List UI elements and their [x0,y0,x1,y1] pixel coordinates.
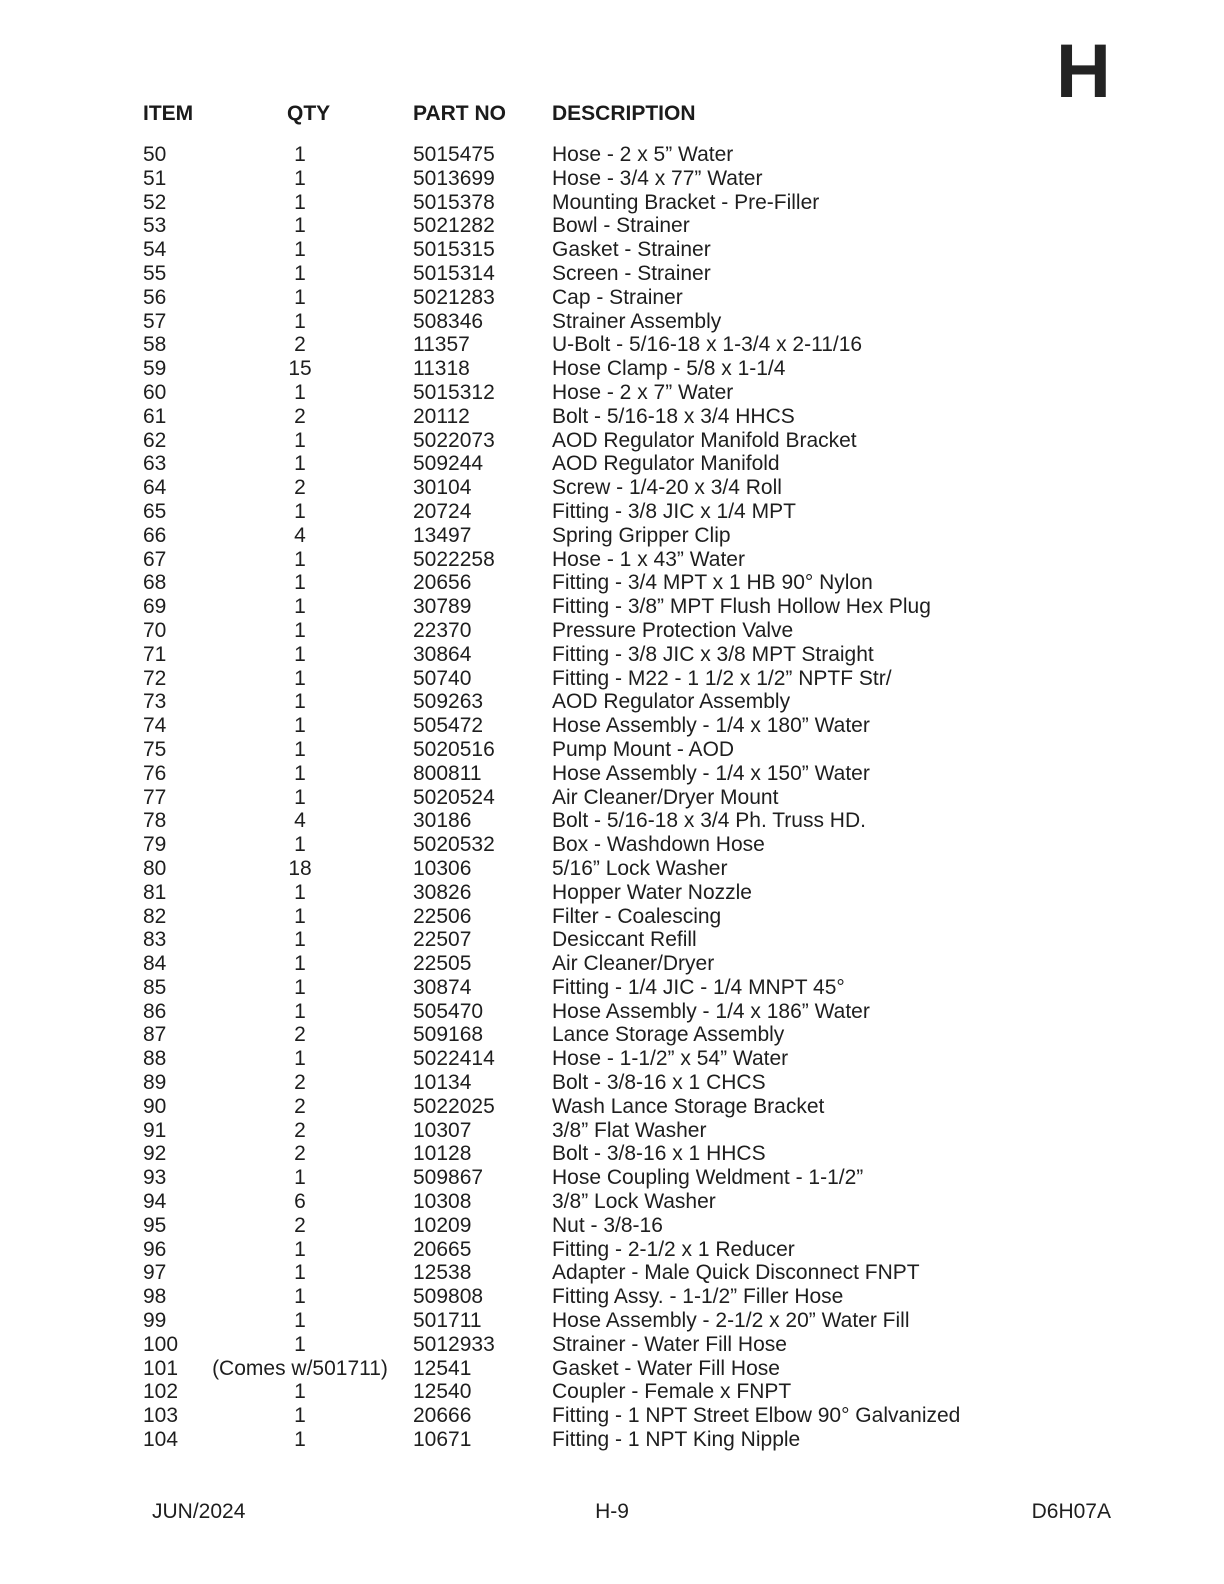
item-cell: 103 [143,1404,179,1428]
qty-cell: 1 [294,1166,306,1190]
item-cell: 53 [143,214,167,238]
table-row [143,1142,1194,1166]
table-row [143,786,1194,810]
part-no-cell: 20656 [413,571,472,595]
qty-cell: 1 [294,261,306,285]
description-cell: Hose - 2 x 5” Water [552,143,734,166]
description-cell: Hose Assembly - 2-1/2 x 20” Water Fill [552,1309,910,1333]
item-cell: 90 [143,1094,167,1118]
part-no-cell: 30864 [413,642,472,666]
description-cell: 3/8” Lock Washer [552,1190,716,1214]
table-row [143,1047,1194,1071]
column-header-item: ITEM [143,102,194,125]
item-cell: 63 [143,452,167,476]
description-cell: Hose - 3/4 x 77” Water [552,166,763,190]
part-no-cell: 5013699 [413,166,495,190]
item-cell: 86 [143,999,167,1023]
description-cell: Gasket - Water Fill Hose [552,1356,780,1380]
part-no-cell: 12538 [413,1261,472,1285]
description-cell: Box - Washdown Hose [552,833,765,857]
table-row [143,238,1194,262]
description-cell: AOD Regulator Manifold [552,452,780,476]
part-no-cell: 12541 [413,1356,472,1380]
table-row [143,619,1194,643]
table-row [143,476,1194,500]
item-cell: 91 [143,1118,167,1142]
description-cell: Fitting - 1 NPT King Nipple [552,1428,801,1452]
description-cell: Mounting Bracket - Pre-Filler [552,190,820,214]
description-cell: Pump Mount - AOD [552,737,735,761]
part-no-cell: 10671 [413,1428,472,1452]
description-cell: Hose Assembly - 1/4 x 150” Water [552,761,870,785]
table-row [143,643,1194,667]
qty-cell: 6 [294,1190,306,1214]
qty-cell: 1 [294,1261,306,1285]
part-no-cell: 509263 [413,690,484,714]
page-footer [0,1500,1224,1524]
description-cell: Fitting - 3/8 JIC x 3/8 MPT Straight [552,642,874,666]
part-no-cell: 5015314 [413,261,495,285]
qty-cell: 1 [294,761,306,785]
table-row [143,1166,1194,1190]
item-cell: 100 [143,1332,179,1356]
description-cell: Air Cleaner/Dryer Mount [552,785,779,809]
qty-cell: 1 [294,428,306,452]
table-row [143,1357,1194,1381]
description-cell: Hose - 1 x 43” Water [552,547,745,571]
description-cell: Filter - Coalescing [552,904,722,928]
item-cell: 52 [143,190,167,214]
description-cell: Hose - 2 x 7” Water [552,380,734,404]
part-no-cell: 12540 [413,1380,472,1404]
table-row [143,1428,1194,1452]
qty-cell: 1 [294,571,306,595]
item-cell: 88 [143,1047,167,1071]
table-row [143,595,1194,619]
table-row [143,214,1194,238]
description-cell: Fitting - M22 - 1 1/2 x 1/2” NPTF Str/ [552,666,892,690]
part-no-cell: 22507 [413,928,472,952]
part-no-cell: 11318 [413,357,470,381]
table-row [143,262,1194,286]
qty-cell: 2 [294,1142,306,1166]
qty-cell: 2 [294,476,306,500]
qty-cell: 1 [294,238,306,262]
item-cell: 84 [143,952,167,976]
description-cell: Bolt - 5/16-18 x 3/4 HHCS [552,404,795,428]
table-row [143,357,1194,381]
item-cell: 97 [143,1261,167,1285]
qty-cell: 1 [294,1332,306,1356]
table-row [143,1261,1194,1285]
table-row [143,381,1194,405]
item-cell: 64 [143,476,167,500]
part-no-cell: 22370 [413,618,472,642]
qty-cell: 1 [294,618,306,642]
description-cell: Adapter - Male Quick Disconnect FNPT [552,1261,920,1285]
table-row [143,881,1194,905]
part-no-cell: 10128 [413,1142,472,1166]
description-cell: Pressure Protection Valve [552,618,794,642]
item-cell: 74 [143,714,167,738]
part-no-cell: 30874 [413,975,472,999]
qty-cell: 2 [294,1023,306,1047]
description-cell: Hose Clamp - 5/8 x 1-1/4 [552,357,786,381]
column-header-part-no: PART NO [413,102,506,125]
table-row [143,1238,1194,1262]
description-cell: Fitting - 3/4 MPT x 1 HB 90° Nylon [552,571,873,595]
table-row [143,1095,1194,1119]
part-no-cell: 20112 [413,404,470,428]
item-cell: 65 [143,499,167,523]
part-no-cell: 5020524 [413,785,495,809]
description-cell: Coupler - Female x FNPT [552,1380,792,1404]
part-no-cell: 20724 [413,499,472,523]
part-no-cell: 5020516 [413,737,495,761]
table-row [143,1119,1194,1143]
table-row [143,976,1194,1000]
item-cell: 76 [143,761,167,785]
item-cell: 87 [143,1023,167,1047]
table-row [143,928,1194,952]
item-cell: 67 [143,547,167,571]
qty-cell: 15 [288,357,312,381]
description-cell: Screw - 1/4-20 x 3/4 Roll [552,476,782,500]
description-cell: Fitting Assy. - 1-1/2” Filler Hose [552,1285,844,1309]
qty-cell: 1 [294,690,306,714]
description-cell: Nut - 3/8-16 [552,1213,663,1237]
description-cell: Hose Coupling Weldment - 1-1/2” [552,1166,864,1190]
part-no-cell: 5022025 [413,1094,495,1118]
item-cell: 51 [143,166,167,190]
part-no-cell: 5015475 [413,143,495,166]
qty-cell: (Comes w/501711) [212,1356,388,1380]
item-cell: 61 [143,404,167,428]
part-no-cell: 30104 [413,476,472,500]
description-cell: Bowl - Strainer [552,214,690,238]
item-cell: 55 [143,261,167,285]
description-cell: 5/16” Lock Washer [552,856,728,880]
table-row [143,548,1194,572]
footer-date: JUN/2024 [152,1500,246,1523]
part-no-cell: 5012933 [413,1332,495,1356]
qty-cell: 4 [294,523,306,547]
item-cell: 68 [143,571,167,595]
part-no-cell: 505470 [413,999,484,1023]
part-no-cell: 509244 [413,452,484,476]
item-cell: 71 [143,642,167,666]
part-no-cell: 509867 [413,1166,484,1190]
table-row [143,952,1194,976]
table-row [143,738,1194,762]
qty-cell: 2 [294,1071,306,1095]
item-cell: 83 [143,928,167,952]
table-row [143,286,1194,310]
item-cell: 50 [143,143,167,166]
item-cell: 85 [143,975,167,999]
item-cell: 56 [143,285,167,309]
item-cell: 78 [143,809,167,833]
item-cell: 94 [143,1190,167,1214]
item-cell: 79 [143,833,167,857]
table-row [143,833,1194,857]
table-row [143,809,1194,833]
qty-cell: 1 [294,785,306,809]
description-cell: Gasket - Strainer [552,238,711,262]
description-cell: Bolt - 3/8-16 x 1 HHCS [552,1142,766,1166]
table-row [143,429,1194,453]
item-cell: 58 [143,333,167,357]
footer-page-number: H-9 [595,1500,629,1523]
item-cell: 77 [143,785,167,809]
part-no-cell: 5015378 [413,190,495,214]
part-no-cell: 5022258 [413,547,495,571]
item-cell: 73 [143,690,167,714]
item-cell: 93 [143,1166,167,1190]
description-cell: Strainer Assembly [552,309,722,333]
table-row [143,524,1194,548]
description-cell: Air Cleaner/Dryer [552,952,715,976]
qty-cell: 2 [294,1118,306,1142]
table-rows [143,143,1194,1452]
item-cell: 96 [143,1237,167,1261]
part-no-cell: 13497 [413,523,472,547]
part-no-cell: 10307 [413,1118,472,1142]
qty-cell: 1 [294,904,306,928]
qty-cell: 1 [294,714,306,738]
table-row [143,1000,1194,1024]
description-cell: Hose - 1-1/2” x 54” Water [552,1047,789,1071]
part-no-cell: 30789 [413,595,472,619]
qty-cell: 1 [294,952,306,976]
description-cell: Screen - Strainer [552,261,711,285]
description-cell: 3/8” Flat Washer [552,1118,707,1142]
table-row [143,1404,1194,1428]
table-row [143,762,1194,786]
part-no-cell: 30826 [413,880,472,904]
qty-cell: 2 [294,333,306,357]
qty-cell: 1 [294,1380,306,1404]
part-no-cell: 501711 [413,1309,482,1333]
part-no-cell: 5022073 [413,428,495,452]
qty-cell: 1 [294,214,306,238]
description-cell: Wash Lance Storage Bracket [552,1094,825,1118]
qty-cell: 1 [294,595,306,619]
description-cell: Strainer - Water Fill Hose [552,1332,787,1356]
item-cell: 54 [143,238,167,262]
description-cell: Fitting - 1/4 JIC - 1/4 MNPT 45° [552,975,845,999]
item-cell: 75 [143,737,167,761]
table-row [143,310,1194,334]
description-cell: AOD Regulator Assembly [552,690,791,714]
table-row [143,1333,1194,1357]
item-cell: 57 [143,309,167,333]
qty-cell: 1 [294,975,306,999]
qty-cell: 1 [294,999,306,1023]
table-row [143,667,1194,691]
table-row [143,167,1194,191]
qty-cell: 1 [294,1428,306,1452]
qty-cell: 1 [294,666,306,690]
part-no-cell: 22505 [413,952,472,976]
description-cell: AOD Regulator Manifold Bracket [552,428,857,452]
qty-cell: 2 [294,1094,306,1118]
part-no-cell: 5022414 [413,1047,495,1071]
qty-cell: 1 [294,309,306,333]
qty-cell: 1 [294,1404,306,1428]
table-row [143,1285,1194,1309]
table-row [143,143,1194,167]
qty-cell: 1 [294,1285,306,1309]
item-cell: 60 [143,380,167,404]
description-cell: Fitting - 2-1/2 x 1 Reducer [552,1237,795,1261]
part-no-cell: 800811 [413,761,482,785]
part-no-cell: 11357 [413,333,470,357]
qty-cell: 1 [294,1309,306,1333]
description-cell: Fitting - 1 NPT Street Elbow 90° Galvanized [552,1404,961,1428]
part-no-cell: 10134 [413,1071,472,1095]
item-cell: 98 [143,1285,167,1309]
item-cell: 95 [143,1213,167,1237]
item-cell: 69 [143,595,167,619]
qty-cell: 2 [294,1213,306,1237]
description-cell: Cap - Strainer [552,285,683,309]
part-no-cell: 509168 [413,1023,484,1047]
table-row [143,500,1194,524]
item-cell: 102 [143,1380,179,1404]
part-no-cell: 505472 [413,714,484,738]
part-no-cell: 20666 [413,1404,472,1428]
table-row [143,1309,1194,1333]
part-no-cell: 30186 [413,809,472,833]
column-header-description: DESCRIPTION [552,102,696,125]
item-cell: 82 [143,904,167,928]
item-cell: 92 [143,1142,167,1166]
part-no-cell: 22506 [413,904,472,928]
qty-cell: 1 [294,452,306,476]
part-no-cell: 10308 [413,1190,472,1214]
part-no-cell: 5021282 [413,214,495,238]
table-row [143,333,1194,357]
description-cell: Lance Storage Assembly [552,1023,785,1047]
item-cell: 101 [143,1356,179,1380]
description-cell: Hopper Water Nozzle [552,880,752,904]
part-no-cell: 5015312 [413,380,495,404]
qty-cell: 1 [294,1237,306,1261]
part-no-cell: 20665 [413,1237,472,1261]
section-letter: H [1056,29,1111,114]
qty-cell: 1 [294,833,306,857]
table-row [143,1190,1194,1214]
table-row [143,905,1194,929]
table-row [143,857,1194,881]
table-header [0,102,1224,126]
description-cell: Fitting - 3/8” MPT Flush Hollow Hex Plug [552,595,931,619]
qty-cell: 1 [294,285,306,309]
part-no-cell: 5020532 [413,833,495,857]
item-cell: 72 [143,666,167,690]
qty-cell: 1 [294,642,306,666]
qty-cell: 1 [294,547,306,571]
table-row [143,571,1194,595]
description-cell: Hose Assembly - 1/4 x 180” Water [552,714,870,738]
qty-cell: 4 [294,809,306,833]
table-row [143,405,1194,429]
qty-cell: 1 [294,190,306,214]
footer-doc-code: D6H07A [1031,1500,1111,1523]
item-cell: 59 [143,357,167,381]
qty-cell: 1 [294,1047,306,1071]
item-cell: 104 [143,1428,179,1452]
part-no-cell: 5015315 [413,238,495,262]
item-cell: 66 [143,523,167,547]
qty-cell: 1 [294,380,306,404]
table-row [143,690,1194,714]
qty-cell: 1 [294,928,306,952]
description-cell: Bolt - 5/16-18 x 3/4 Ph. Truss HD. [552,809,866,833]
part-no-cell: 5021283 [413,285,495,309]
table-row [143,1023,1194,1047]
description-cell: Desiccant Refill [552,928,697,952]
description-cell: U-Bolt - 5/16-18 x 1-3/4 x 2-11/16 [552,333,863,357]
table-row [143,1380,1194,1404]
table-row [143,1071,1194,1095]
qty-cell: 1 [294,143,306,166]
part-no-cell: 50740 [413,666,472,690]
item-cell: 89 [143,1071,167,1095]
column-header-qty: QTY [287,102,331,125]
part-no-cell: 509808 [413,1285,484,1309]
qty-cell: 1 [294,166,306,190]
description-cell: Fitting - 3/8 JIC x 1/4 MPT [552,499,796,523]
qty-cell: 2 [294,404,306,428]
item-cell: 70 [143,618,167,642]
item-cell: 81 [143,880,167,904]
part-no-cell: 10209 [413,1213,472,1237]
item-cell: 80 [143,856,167,880]
description-cell: Hose Assembly - 1/4 x 186” Water [552,999,870,1023]
item-cell: 62 [143,428,167,452]
description-cell: Bolt - 3/8-16 x 1 CHCS [552,1071,766,1095]
qty-cell: 1 [294,880,306,904]
qty-cell: 1 [294,499,306,523]
part-no-cell: 10306 [413,856,472,880]
item-cell: 99 [143,1309,167,1333]
qty-cell: 1 [294,737,306,761]
qty-cell: 18 [288,856,312,880]
description-cell: Spring Gripper Clip [552,523,731,547]
table-row [143,452,1194,476]
table-row [143,191,1194,215]
table-row [143,714,1194,738]
part-no-cell: 508346 [413,309,484,333]
table-row [143,1214,1194,1238]
